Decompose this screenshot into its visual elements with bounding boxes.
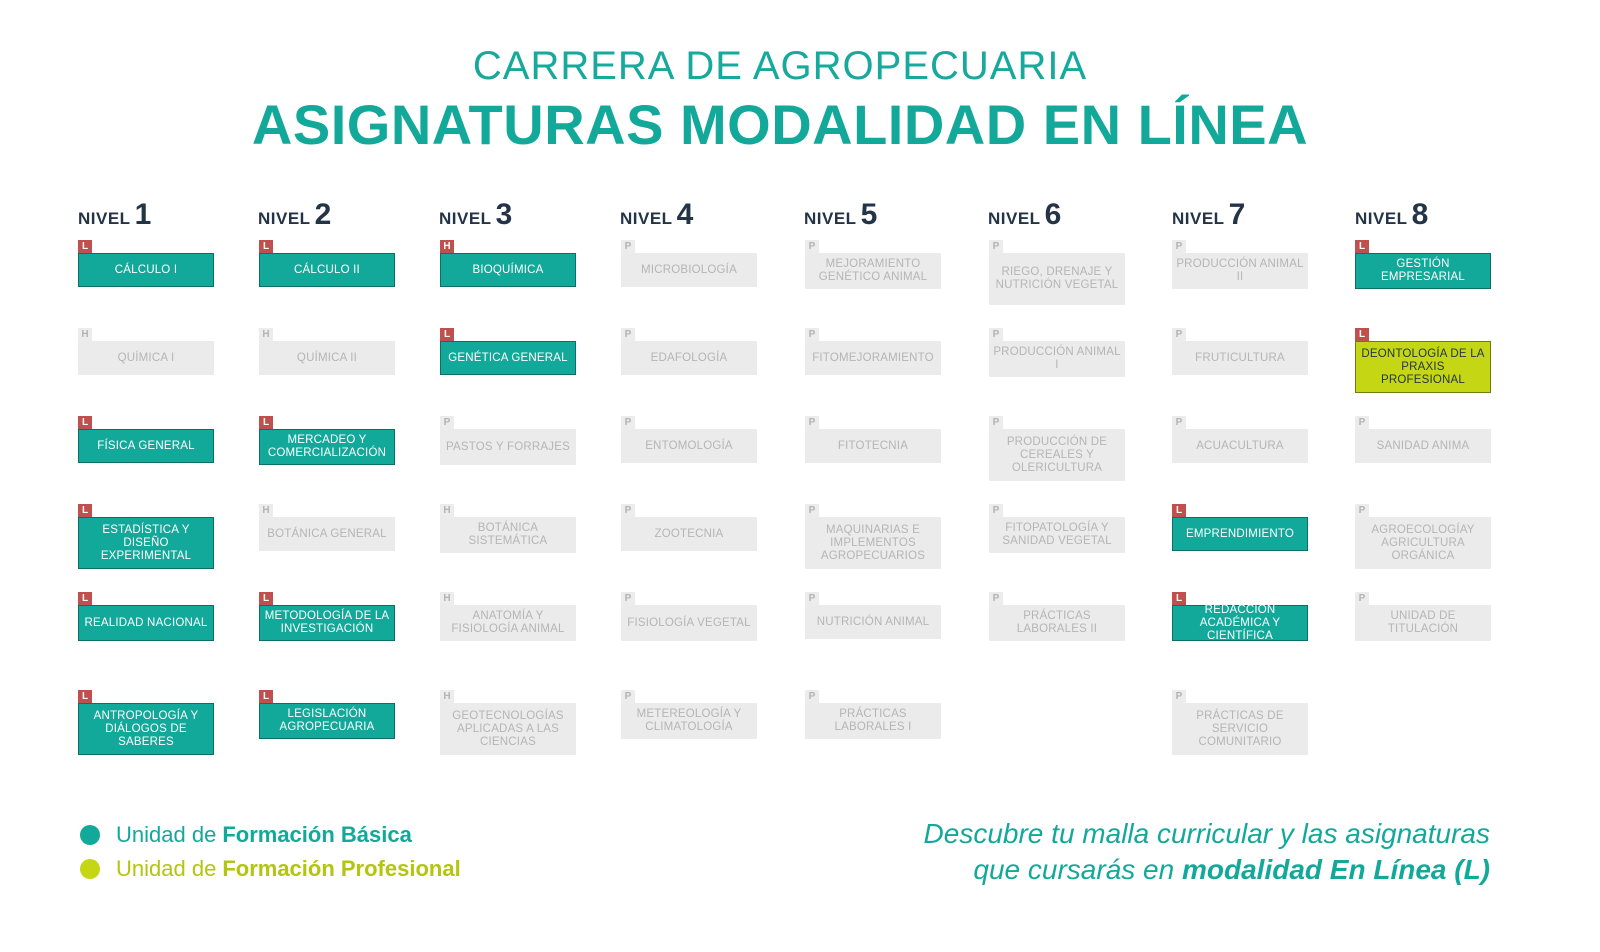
modality-tag: P bbox=[805, 328, 819, 342]
modality-tag: L bbox=[1355, 240, 1369, 254]
level-number: 1 bbox=[134, 198, 152, 231]
modality-tag: P bbox=[989, 240, 1003, 254]
modality-tag: L bbox=[259, 592, 273, 606]
course-name: FITOPATOLOGÍA Y SANIDAD VEGETAL bbox=[989, 517, 1125, 553]
legend-professional-label: Formación Profesional bbox=[222, 856, 461, 881]
course-name: SANIDAD ANIMA bbox=[1355, 429, 1491, 463]
level-number: 3 bbox=[495, 198, 513, 231]
modality-tag: H bbox=[440, 592, 454, 606]
course-name: ANATOMÍA Y FISIOLOGÍA ANIMAL bbox=[440, 605, 576, 641]
modality-tag: P bbox=[1172, 328, 1186, 342]
course-name: BIOQUÍMICA bbox=[440, 253, 576, 287]
level-word: NIVEL bbox=[1172, 209, 1225, 228]
legend-basic-dot-icon bbox=[80, 825, 100, 845]
level-number: 2 bbox=[314, 198, 332, 231]
level-title-8 bbox=[1355, 198, 1428, 232]
modality-tag: P bbox=[989, 592, 1003, 606]
modality-tag: L bbox=[440, 328, 454, 342]
modality-tag: P bbox=[805, 240, 819, 254]
level-number: 4 bbox=[676, 198, 694, 231]
legend-professional bbox=[80, 856, 461, 882]
course-name: METEREOLOGÍA Y CLIMATOLOGÍA bbox=[621, 703, 757, 739]
course-name: MEJORAMIENTO GENÉTICO ANIMAL bbox=[805, 253, 941, 289]
modality-tag: L bbox=[78, 240, 92, 254]
modality-tag: H bbox=[259, 504, 273, 518]
course-name: EMPRENDIMIENTO bbox=[1172, 517, 1308, 551]
level-number: 7 bbox=[1228, 198, 1246, 231]
call-to-action bbox=[924, 816, 1490, 888]
modality-tag: P bbox=[621, 328, 635, 342]
course-name: GEOTECNOLOGÍAS APLICADAS A LAS CIENCIAS bbox=[440, 703, 576, 755]
course-name: PASTOS Y FORRAJES bbox=[440, 429, 576, 465]
level-title-1 bbox=[78, 198, 151, 232]
course-name: EDAFOLOGÍA bbox=[621, 341, 757, 375]
modality-tag: P bbox=[805, 416, 819, 430]
course-name: CÁLCULO I bbox=[78, 253, 214, 287]
course-name: PRODUCCIÓN DE CEREALES Y OLERICULTURA bbox=[989, 429, 1125, 481]
level-word: NIVEL bbox=[804, 209, 857, 228]
modality-tag: L bbox=[1172, 504, 1186, 518]
level-word: NIVEL bbox=[988, 209, 1041, 228]
level-number: 5 bbox=[860, 198, 878, 231]
level-word: NIVEL bbox=[258, 209, 311, 228]
course-name: REDACCIÓN ACADÉMICA Y CIENTÍFICA bbox=[1172, 605, 1308, 641]
course-name: FÍSICA GENERAL bbox=[78, 429, 214, 463]
modality-tag: P bbox=[1172, 690, 1186, 704]
course-name: BOTÁNICA GENERAL bbox=[259, 517, 395, 551]
legend-professional-prefix: Unidad de bbox=[116, 856, 217, 881]
modality-tag: L bbox=[78, 416, 92, 430]
course-name: CÁLCULO II bbox=[259, 253, 395, 287]
course-name: ENTOMOLOGÍA bbox=[621, 429, 757, 463]
modality-tag: P bbox=[440, 416, 454, 430]
legend-basic-label: Formación Básica bbox=[222, 822, 412, 847]
course-name: BOTÁNICA SISTEMÁTICA bbox=[440, 517, 576, 553]
legend-professional-dot-icon bbox=[80, 859, 100, 879]
course-name: QUÍMICA I bbox=[78, 341, 214, 375]
modality-tag: H bbox=[440, 504, 454, 518]
course-name: ACUACULTURA bbox=[1172, 429, 1308, 463]
modality-tag: L bbox=[259, 690, 273, 704]
modality-tag: P bbox=[1355, 592, 1369, 606]
modality-tag: L bbox=[78, 592, 92, 606]
course-name: FRUTICULTURA bbox=[1172, 341, 1308, 375]
course-name: ESTADÍSTICA Y DISEÑO EXPERIMENTAL bbox=[78, 517, 214, 569]
level-title-2 bbox=[258, 198, 331, 232]
modality-tag: L bbox=[259, 240, 273, 254]
modality-tag: P bbox=[989, 416, 1003, 430]
modality-tag: L bbox=[78, 504, 92, 518]
level-title-4 bbox=[620, 198, 693, 232]
modality-tag: P bbox=[621, 416, 635, 430]
modality-tag: P bbox=[621, 592, 635, 606]
modality-tag: P bbox=[1355, 416, 1369, 430]
modality-tag: L bbox=[259, 416, 273, 430]
course-name: FITOMEJORAMIENTO bbox=[805, 341, 941, 375]
cta-line-1: Descubre tu malla curricular y las asignaturas bbox=[923, 818, 1490, 849]
modality-tag: P bbox=[989, 504, 1003, 518]
course-name: UNIDAD DE TITULACIÓN bbox=[1355, 605, 1491, 641]
level-word: NIVEL bbox=[620, 209, 673, 228]
level-title-5 bbox=[804, 198, 877, 232]
level-word: NIVEL bbox=[1355, 209, 1408, 228]
cta-line-2-prefix: que cursarás en bbox=[973, 854, 1175, 885]
legend-basic bbox=[80, 822, 412, 848]
course-name: ANTROPOLOGÍA Y DIÁLOGOS DE SABERES bbox=[78, 703, 214, 755]
course-name: PRÁCTICAS LABORALES I bbox=[805, 703, 941, 739]
modality-tag: H bbox=[440, 690, 454, 704]
modality-tag: P bbox=[1172, 416, 1186, 430]
modality-tag: H bbox=[78, 328, 92, 342]
course-name: REALIDAD NACIONAL bbox=[78, 605, 214, 641]
cta-line-2-bold: modalidad En Línea (L) bbox=[1181, 854, 1490, 885]
modality-tag: L bbox=[78, 690, 92, 704]
course-name: ZOOTECNIA bbox=[621, 517, 757, 551]
level-number: 6 bbox=[1044, 198, 1062, 231]
course-name: PRÁCTICAS LABORALES II bbox=[989, 605, 1125, 641]
level-word: NIVEL bbox=[78, 209, 131, 228]
level-title-7 bbox=[1172, 198, 1245, 232]
modality-tag: H bbox=[440, 240, 454, 254]
modality-tag: P bbox=[621, 504, 635, 518]
course-name: FITOTECNIA bbox=[805, 429, 941, 463]
course-name: DEONTOLOGÍA DE LA PRAXIS PROFESIONAL bbox=[1355, 341, 1491, 393]
course-name: PRÁCTICAS DE SERVICIO COMUNITARIO bbox=[1172, 703, 1308, 755]
modality-tag: P bbox=[805, 504, 819, 518]
modality-tag: P bbox=[805, 592, 819, 606]
modality-tag: P bbox=[989, 328, 1003, 342]
course-name: PRODUCCIÓN ANIMAL II bbox=[1172, 253, 1308, 289]
cta-line-2 bbox=[924, 852, 1490, 888]
course-name: RIEGO, DRENAJE Y NUTRICIÓN VEGETAL bbox=[989, 253, 1125, 305]
page-subtitle: CARRERA DE AGROPECUARIA bbox=[472, 44, 1088, 88]
modality-tag: P bbox=[621, 690, 635, 704]
level-title-6 bbox=[988, 198, 1061, 232]
course-name: GENÉTICA GENERAL bbox=[440, 341, 576, 375]
course-name: GESTIÓN EMPRESARIAL bbox=[1355, 253, 1491, 289]
course-name: PRODUCCIÓN ANIMAL I bbox=[989, 341, 1125, 377]
modality-tag: P bbox=[621, 240, 635, 254]
modality-tag: L bbox=[1172, 592, 1186, 606]
course-name: LEGISLACIÓN AGROPECUARIA bbox=[259, 703, 395, 739]
legend-basic-prefix: Unidad de bbox=[116, 822, 217, 847]
modality-tag: P bbox=[1172, 240, 1186, 254]
modality-tag: P bbox=[1355, 504, 1369, 518]
page-title: ASIGNATURAS MODALIDAD EN LÍNEA bbox=[251, 93, 1309, 156]
level-number: 8 bbox=[1411, 198, 1429, 231]
course-name: METODOLOGÍA DE LA INVESTIGACIÓN bbox=[259, 605, 395, 641]
level-title-3 bbox=[439, 198, 512, 232]
course-name: MICROBIOLOGÍA bbox=[621, 253, 757, 287]
course-name: NUTRICIÓN ANIMAL bbox=[805, 605, 941, 639]
course-name: QUÍMICA II bbox=[259, 341, 395, 375]
modality-tag: L bbox=[1355, 328, 1369, 342]
modality-tag: H bbox=[259, 328, 273, 342]
modality-tag: P bbox=[805, 690, 819, 704]
course-name: MERCADEO Y COMERCIALIZACIÓN bbox=[259, 429, 395, 465]
course-name: FISIOLOGÍA VEGETAL bbox=[621, 605, 757, 641]
level-word: NIVEL bbox=[439, 209, 492, 228]
course-name: AGROECOLOGÍAY AGRICULTURA ORGÁNICA bbox=[1355, 517, 1491, 569]
course-name: MAQUINARIAS E IMPLEMENTOS AGROPECUARIOS bbox=[805, 517, 941, 569]
